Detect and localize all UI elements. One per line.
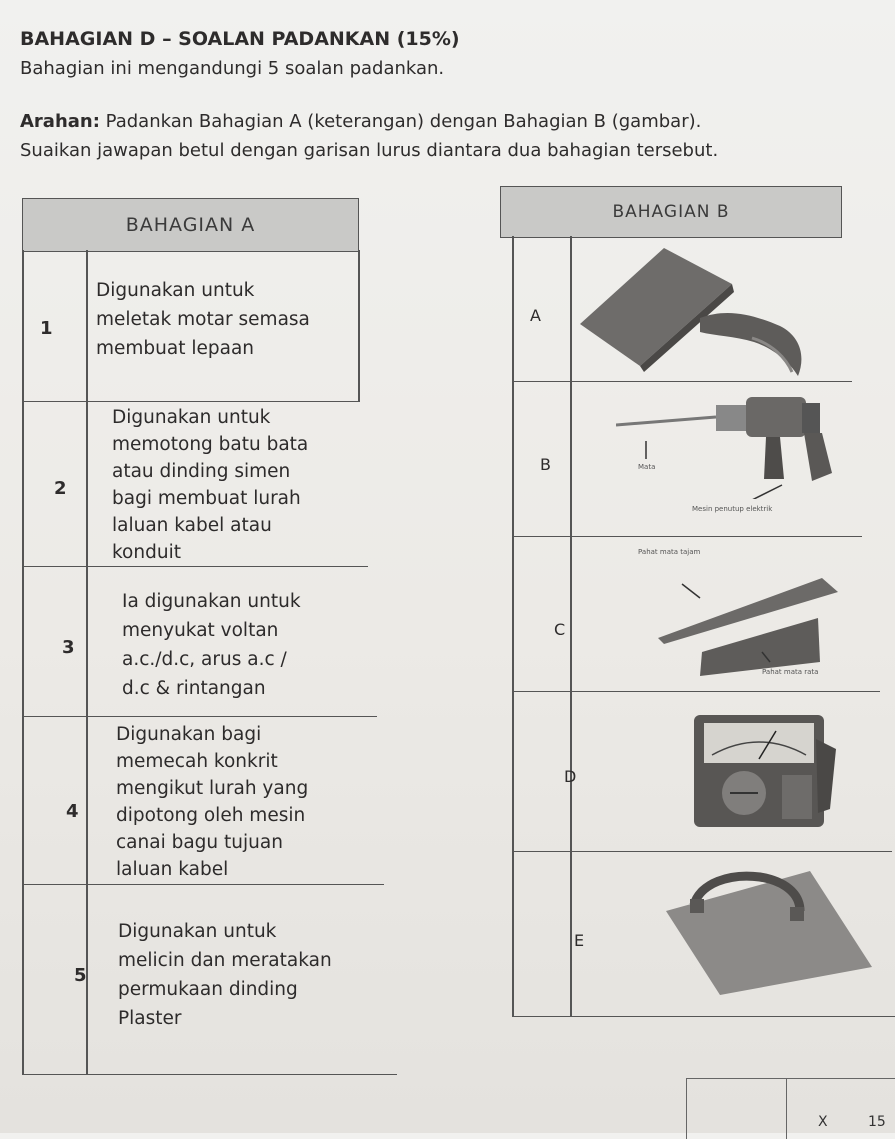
instruction-line-1 [20,111,701,132]
row-letter: B [540,455,551,474]
table-row [512,536,880,692]
row-description [96,276,310,363]
chisels-icon [642,558,852,678]
description-line: dipotong oleh mesin [116,805,306,826]
row-number: 2 [54,478,67,499]
table-row [512,691,892,852]
table-b-header: BAHAGIAN B [500,186,842,238]
marks-cross: X [818,1114,828,1130]
drill-machine-caption: Mesin penutup elektrik [692,505,773,513]
description-line: d.c & rintangan [122,678,266,699]
table-row [22,567,377,717]
description-line: membuat lepaan [96,338,255,359]
table-row [512,236,852,382]
table-a-header: BAHAGIAN A [22,198,359,252]
description-line: melicin dan meratakan [118,950,332,971]
description-line: Digunakan bagi [116,724,262,745]
row-description [112,404,308,566]
row-description [116,721,308,883]
row-letter: D [564,767,577,786]
sharp-chisel-caption: Pahat mata tajam [638,548,701,556]
marks-box [686,1078,787,1139]
table-bahagian-b [500,186,895,1026]
hawk-board-icon [576,248,816,378]
instruction-text: Padankan Bahagian A (keterangan) dengan Bahagian B (gambar). [99,111,702,132]
description-line: a.c./d.c, arus a.c / [122,649,287,670]
instruction-line-2: Suaikan jawapan betul dengan garisan lurus diantara dua bahagian tersebut. [20,140,719,161]
row-description [122,587,301,703]
description-line: Ia digunakan untuk [122,591,301,612]
table-a-right-border [358,250,360,402]
description-line: memecah konkrit [116,751,278,772]
table-row [22,717,384,885]
description-line: Digunakan untuk [112,407,271,428]
flat-chisel-caption: Pahat mata rata [762,668,819,676]
table-bahagian-a [22,198,402,1078]
description-line: permukaan dinding [118,979,298,1000]
row-number: 3 [62,637,75,658]
row-number: 5 [74,965,87,986]
description-line: Digunakan untuk [96,280,255,301]
description-line: Plaster [118,1008,182,1029]
section-subtitle: Bahagian ini mengandungi 5 soalan padankan. [20,58,445,79]
description-line: menyukat voltan [122,620,279,641]
table-row [22,885,397,1075]
description-line: bagi membuat lurah [112,488,301,509]
description-line: memotong batu bata [112,434,309,455]
instruction-label: Arahan: [20,111,100,132]
description-line: laluan kabel atau [112,515,272,536]
description-line: atau dinding simen [112,461,291,482]
analog-multimeter-icon [690,709,840,839]
description-line: Digunakan untuk [118,921,277,942]
row-number: 1 [40,318,53,339]
description-line: canai bagu tujuan [116,832,283,853]
description-line: mengikut lurah yang [116,778,309,799]
table-row [22,250,358,402]
row-letter: A [530,306,541,325]
description-line: meletak motar semasa [96,309,310,330]
marks-total: 15 [868,1114,886,1130]
table-row [512,381,862,537]
row-letter: E [574,931,585,950]
drill-bit-caption: Mata [638,463,656,471]
row-number: 4 [66,801,79,822]
rotary-hammer-drill-icon [616,389,846,499]
table-row [22,402,368,567]
description-line: laluan kabel [116,859,229,880]
plastering-trowel-icon [660,863,880,1003]
section-title: BAHAGIAN D – SOALAN PADANKAN (15%) [20,28,460,50]
description-line: konduit [112,542,181,563]
table-row [512,851,895,1017]
row-letter: C [554,620,566,639]
row-description [118,917,332,1033]
